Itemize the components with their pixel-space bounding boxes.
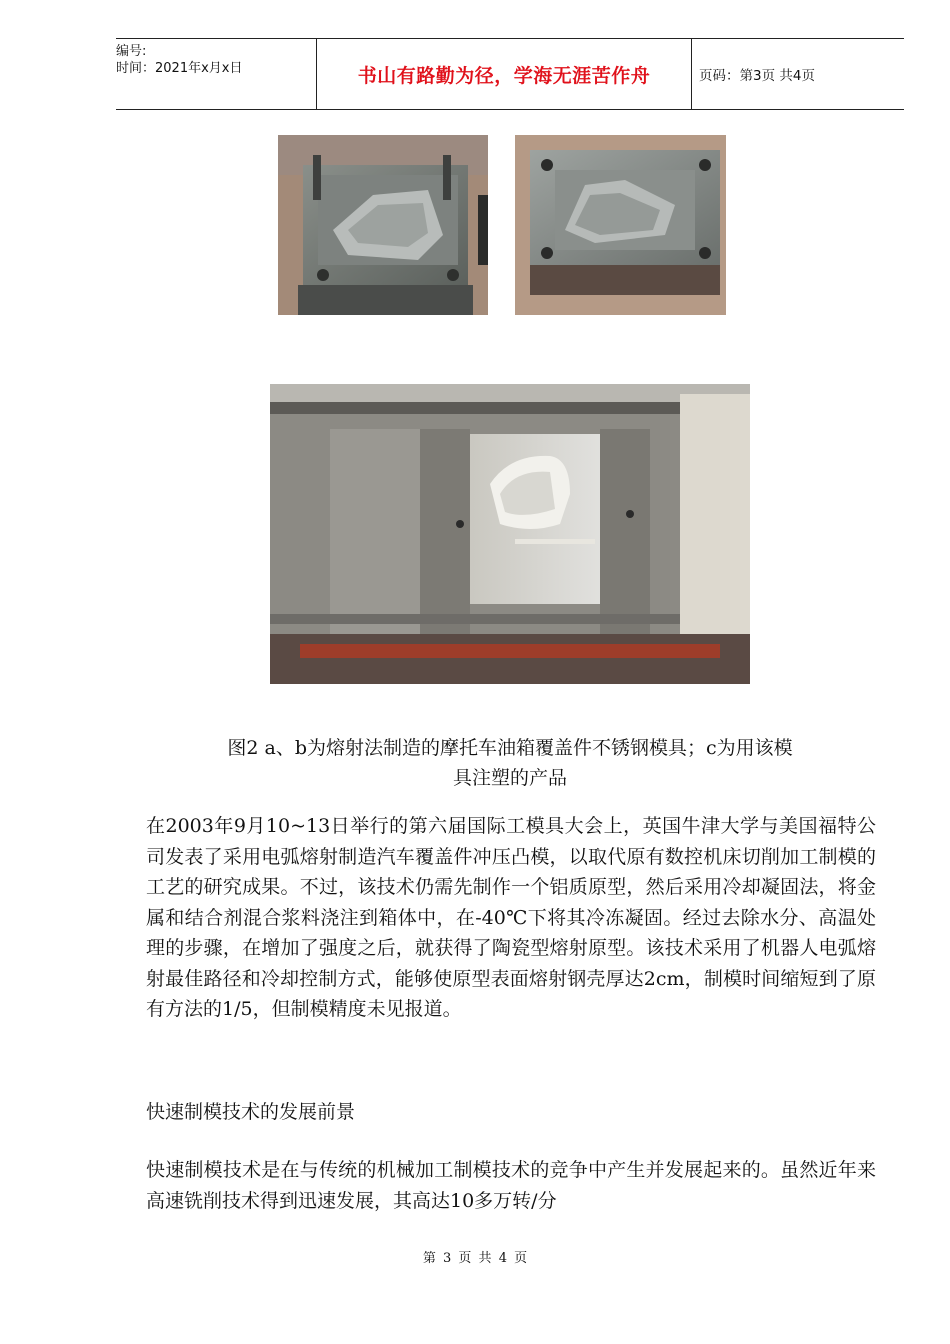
body-paragraph-1: 在2003年9月10~13日举行的第六届国际工模具大会上，英国牛津大学与美国福特公司发表了采用电弧熔射制造汽车覆盖件冲压凸模，以取代原有数控机床切削加工制模的工艺的研究成果。不过，该技术仍需先制作一个铝质原型，然后采用冷却凝固法，将金属和结合剂混合浆料浇注到箱体中，在-40℃下将其冷冻凝固。经过去除水分、高温处理的步骤，在增加了强度之后，就获得了陶瓷型熔射原型。该技术采用了机器人电弧熔射最佳路径和冷却控制方式，能够使原型表面熔射钢壳厚达2cm，制模时间缩短到了原有方法的1/5，但制模精度未见报道。 [146,815,876,1020]
header-page-info: 页码：第3页 共4页 [699,68,815,84]
mold-photo-b [515,135,726,315]
header-motto: 书山有路勤为径，学海无涯苦作舟 [316,39,692,109]
caption-line-1: 图2 a、b为熔射法制造的摩托车油箱覆盖件不锈钢模具；c为用该模 [227,737,793,759]
figure-caption [140,733,880,793]
mold-photo-a [278,135,488,315]
injection-product-photo-c [270,384,750,684]
page-header [116,38,904,110]
body-paragraph-2: 快速制模技术是在与传统的机械加工制模技术的竞争中产生并发展起来的。虽然近年来高速铣削技术得到迅速发展，其高达10多万转/分 [146,1159,876,1212]
caption-line-2: 具注塑的产品 [452,767,567,789]
section-heading: 快速制模技术的发展前景 [146,1101,356,1123]
header-meta [116,39,316,113]
time-label: 时间：2021年x月x日 [116,61,243,76]
page-footer: 第 3 页 共 4 页 [422,1251,528,1266]
serial-label: 编号: [116,44,147,59]
